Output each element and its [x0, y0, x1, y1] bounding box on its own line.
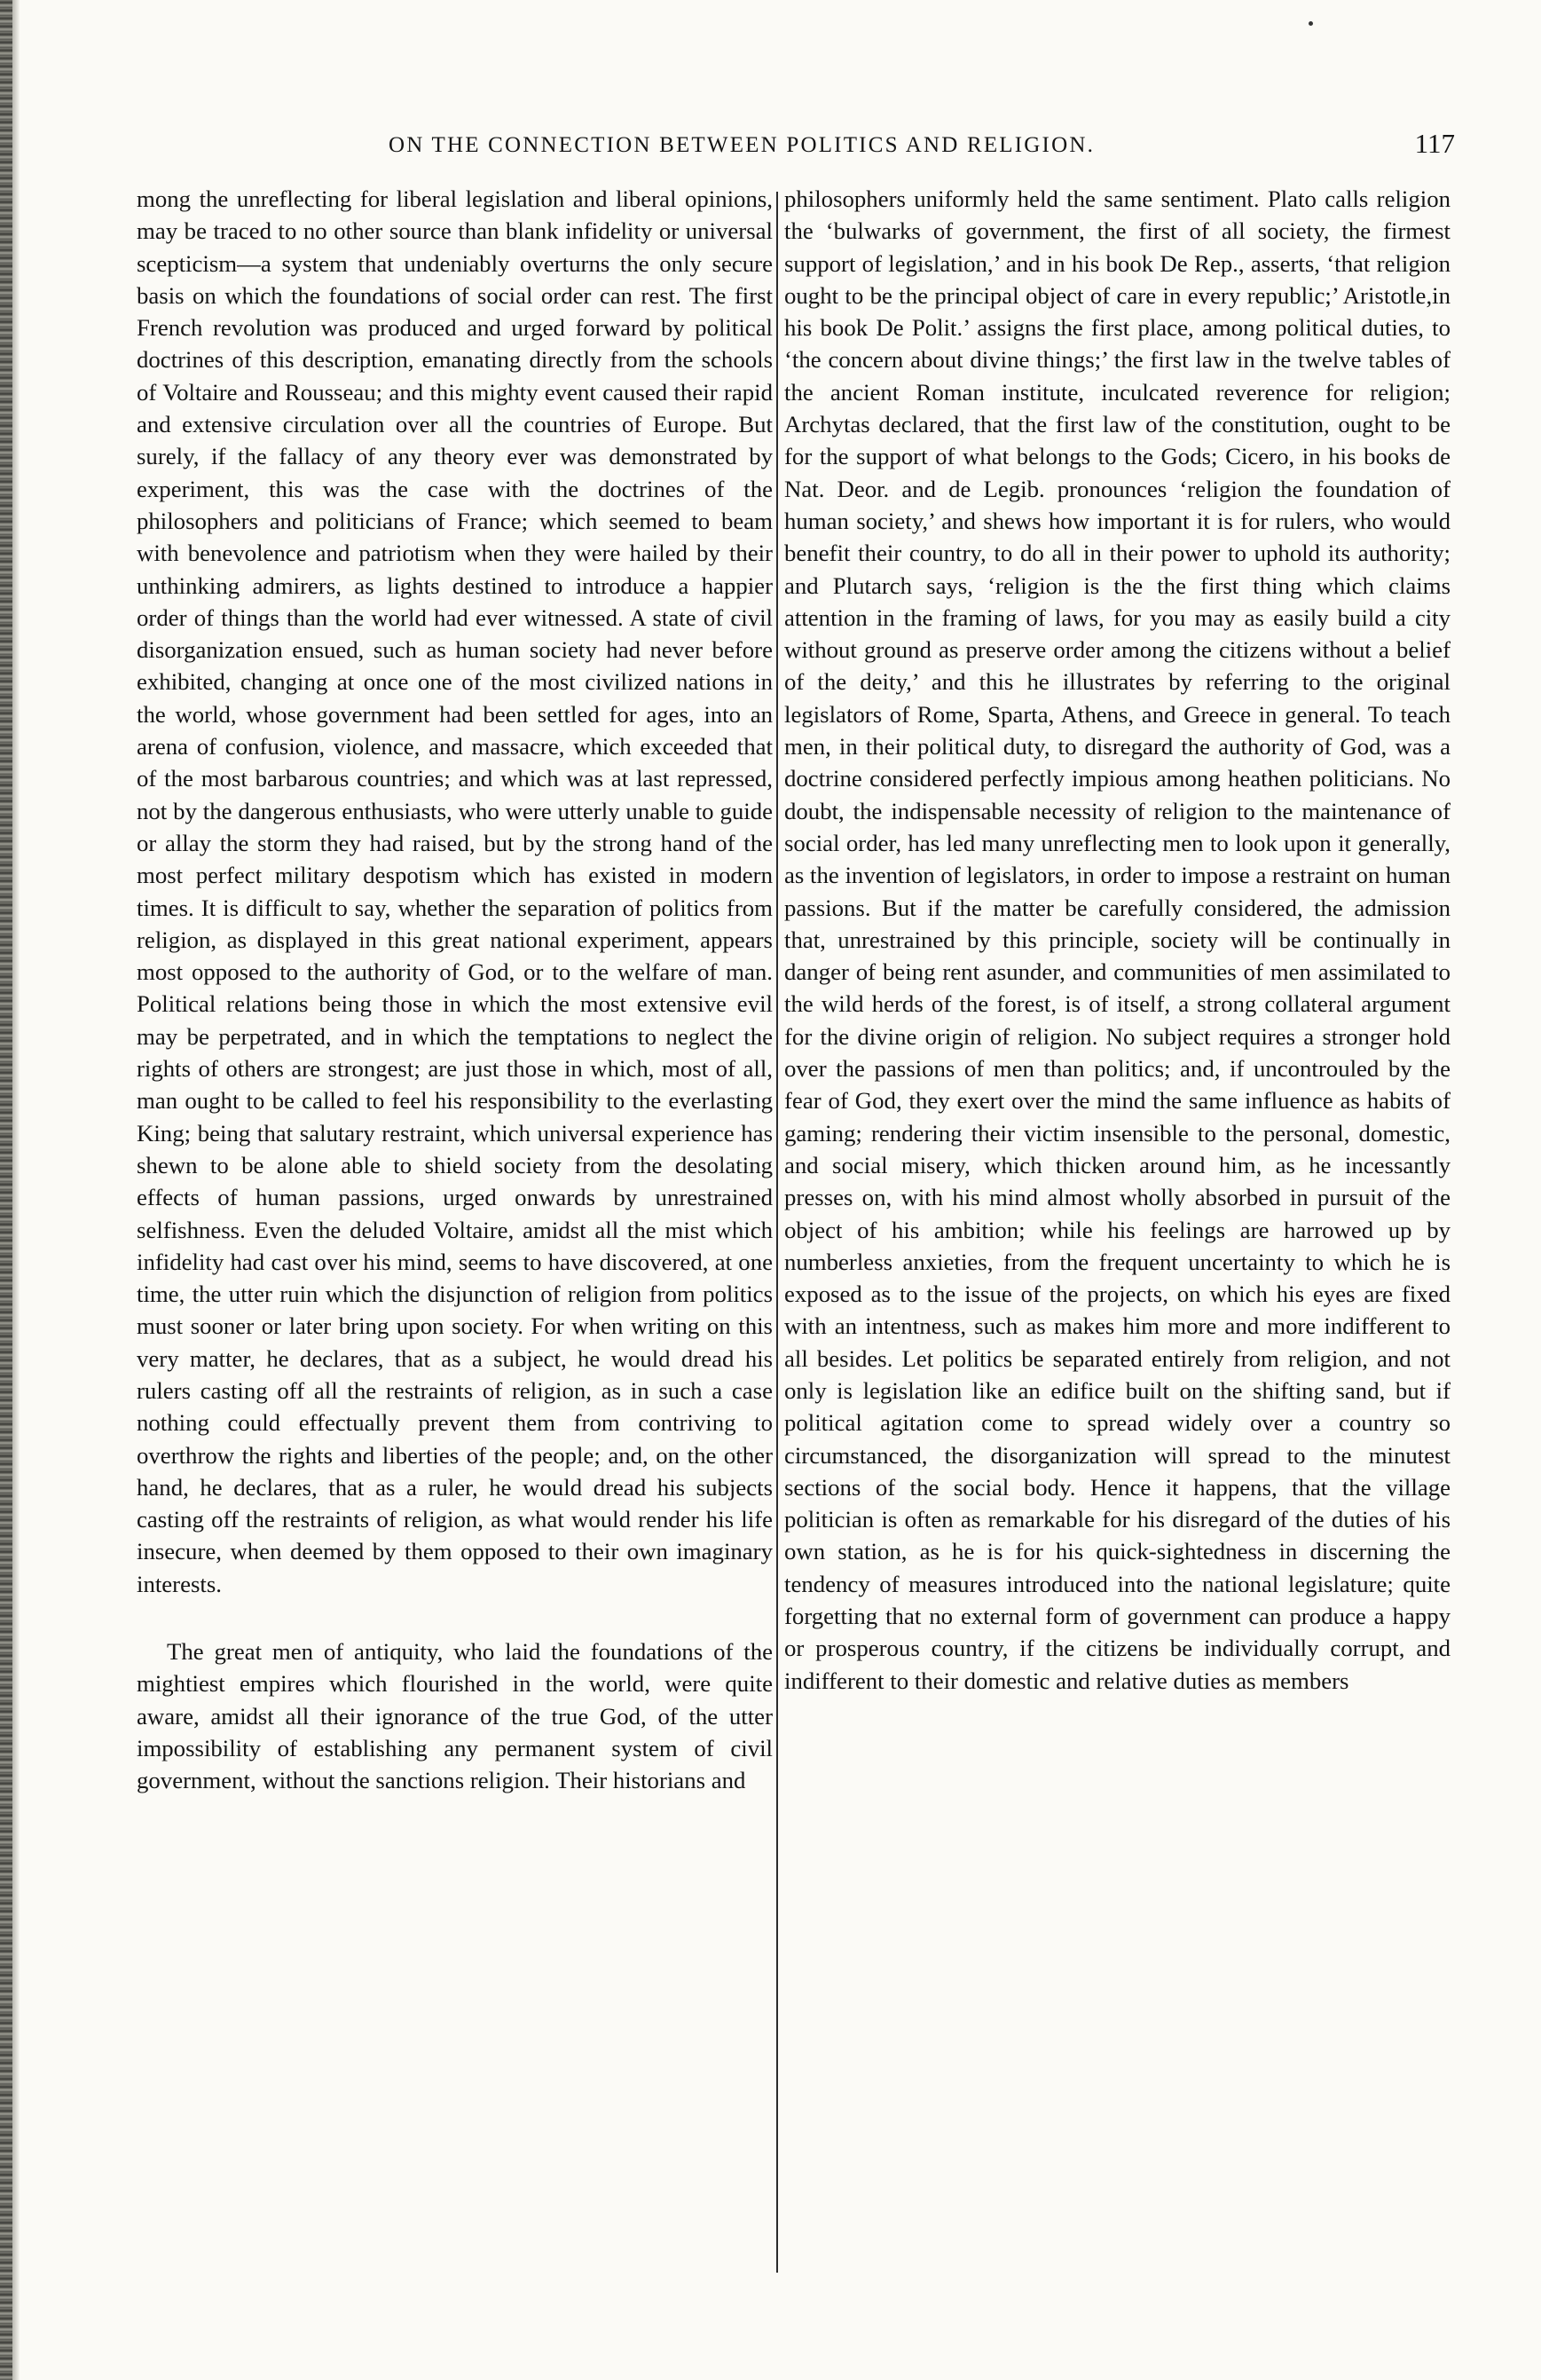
left-paragraph-1: mong the unreflecting for liberal legislation and liberal opinions, may be traced to no other source than blank infidelity or universal scepticism—a system that undeniably overturns the only secure basis on which the foundations of social order can rest. The first French revolution was produced and urged forward by political doctrines of this description, emanating directly from the schools of Voltaire and Rousseau; and this mighty event caused their rapid and extensive circulation over all the countries of Europe. But surely, if the fallacy of any theory ever was demonstrated by experiment, this was the case with the doctrines of the philosophers and politicians of France; which seemed to beam with benevolence and patriotism when they were hailed by their unthinking admirers, as lights destined to introduce a happier order of things than the world had ever witnessed. A state of civil disorganization ensued, such as human society had never before exhibited, changing at once one of the most civilized nations in the world, whose government had been settled for ages, into an arena of confusion, violence, and massacre, which exceeded that of the most barbarous countries; and which was at last repressed, not by the dangerous enthusiasts, who were utterly unable to guide or allay the storm they had raised, but by the strong hand of the most perfect military despotism which has existed in modern times. It is difficult to say, whether the separation of politics from religion, as displayed in this great national experiment, appears most opposed to the authority of God, or to the welfare of man. Political relations being those in which the most extensive evil may be perpetrated, and in which the temptations to neglect the rights of others are strongest; are just those in which, most of all, man ought to be called to feel his responsibility to the everlasting King; being that salutary restraint, which universal experience has shewn to be alone able to shield society from the desolating effects of human passions, urged onwards by unrestrained selfishness. Even the deluded Voltaire, amidst all the mist which infidelity had cast over his mind, seems to have discovered, at one time, the utter ruin which the disjunction of religion from politics must sooner or later bring upon society. For when writing on this very matter, he declares, that as a subject, he would dread his rulers casting off all the restraints of religion, as in such a case nothing could effectually prevent them from contriving to overthrow the rights and liberties of the people; and, on the other hand, he declares, that as a ruler, he would dread his subjects casting off the restraints of religion, as what would render his life insecure, when deemed by them opposed to their own imaginary interests.: [137, 185, 773, 1597]
page-header: [133, 128, 1455, 163]
right-column: [784, 183, 1451, 2295]
book-spine-shadow: [0, 0, 12, 2380]
running-title: ON THE CONNECTION BETWEEN POLITICS AND RELIGION.: [389, 133, 1096, 157]
column-divider: [776, 192, 778, 2273]
left-column: [137, 183, 773, 2295]
left-paragraph-2: The great men of antiquity, who laid the foundations of the mightiest empires which flourished in the world, were quite aware, amidst all their ignorance of the true God, of the utter impossibility of establishing any permanent system of civil government, without the sanctions religion. Their historians and: [137, 1638, 773, 1794]
ink-speck: [1309, 21, 1313, 26]
page-gutter: [12, 0, 20, 2380]
right-paragraph-1: philosophers uniformly held the same sentiment. Plato calls religion the ‘bulwarks of government, the first of all society, the firmest support of legislation,’ and in his book De Rep., asserts, ‘that religion ought to be the principal object of care in every republic;’ Aristotle,in his book De Polit.’ assigns the first place, among political duties, to ‘the concern about divine things;’ the first law in the twelve tables of the ancient Roman institute, inculcated reverence for religion; Archytas declared, that the first law of the constitution, ought to be for the support of what belongs to the Gods; Cicero, in his books de Nat. Deor. and de Legib. pronounces ‘religion the foundation of human society,’ and shews how important it is for rulers, who would benefit their country, to do all in their power to uphold its authority; and Plutarch says, ‘religion is the the first thing which claims attention in the framing of laws, for you may as easily build a city without ground as preserve order among the citizens without a belief of the deity,’ and this he illustrates by referring to the original legislators of Rome, Sparta, Athens, and Greece in general. To teach men, in their political duty, to disregard the authority of God, was a doctrine considered perfectly impious among heathen politicians. No doubt, the indispensable necessity of religion to the maintenance of social order, has led many unreflecting men to look upon it generally, as the invention of legislators, in order to impose a restraint on human passions. But if the matter be carefully considered, the admission that, unrestrained by this principle, society will be continually in danger of being rent asunder, and communities of men assimilated to the wild herds of the forest, is of itself, a strong collateral argument for the divine origin of religion. No subject requires a stronger hold over the passions of men than politics; and, if uncontrouled by the fear of God, they exert over the mind the same influence as habits of gaming; rendering their victim insensible to the personal, domestic, and social misery, which thicken around him, as he incessantly presses on, with his mind almost wholly absorbed in pursuit of the object of his ambition; while his feelings are harrowed up by numberless anxieties, from the frequent uncertainty to which he is exposed as to the issue of the projects, on which his eyes are fixed with an intentness, such as makes him more and more indifferent to all besides. Let politics be separated entirely from religion, and not only is legislation like an edifice built on the shifting sand, but if political agitation come to spread widely over a country so circumstanced, the disorganization will spread to the minutest sections of the social body. Hence it happens, that the village politician is often as remarkable for his disregard of the duties of his own station, as he is for his quick-sightedness in discerning the tendency of measures introduced into the national legislature; quite forgetting that no external form of government can produce a happy or prosperous country, if the citizens be individually corrupt, and indifferent to their domestic and relative duties as members: [784, 185, 1451, 1694]
page-number: 117: [1414, 128, 1455, 159]
